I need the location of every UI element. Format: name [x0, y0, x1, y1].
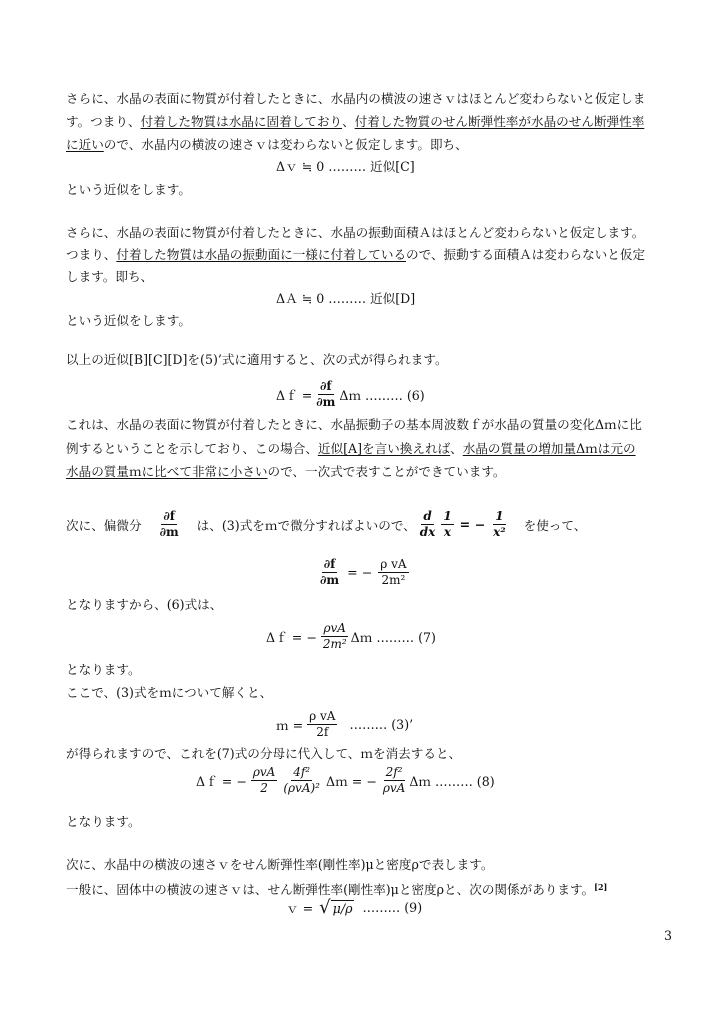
document-page [66, 0, 666, 1024]
eq9-rhs: ……… (9) [362, 900, 423, 915]
underlined-text: に近い [66, 137, 104, 152]
denominator: 2m² [381, 572, 406, 587]
p4-line-3: となります。 [66, 662, 141, 677]
text: ので、水晶内の横波の速さｖは変わらないと仮定します。即ち、 [103, 137, 468, 152]
text: ので、一次式で表すことができています。 [267, 464, 506, 479]
p4-line-2: となりますから、(6)式は、 [66, 597, 223, 612]
underlined-text: 付着した物質は水晶の振動面に一様に付着している [116, 247, 407, 262]
text: 次に、偏微分 [66, 517, 142, 533]
page-number: 3 [663, 928, 672, 943]
text: 一般に、固体中の横波の速さｖは、せん断弾性率(剛性率)μと密度ρと、次の関係があります。 [66, 882, 595, 897]
p1-line-1: さらに、水晶の表面に物質が付着したときに、水晶内の横波の速さｖはほとんど変わらないと仮定しま [66, 91, 646, 106]
denominator: 2m² [322, 636, 347, 651]
p3-line-2: これは、水晶の表面に物質が付着したときに、水晶振動子の基本周波数ｆが水晶の質量の変化Δｍに比 [66, 417, 642, 432]
numerator: ∂f [323, 557, 336, 571]
text: つまり、 [66, 247, 117, 262]
p5-line-2 [66, 878, 607, 899]
p2-line-3: します。即ち、 [66, 269, 154, 284]
eq8-rhs: Δｍ ……… (8) [409, 773, 495, 789]
numerator: ρ vA [309, 709, 336, 723]
p5-line-1: 次に、水晶中の横波の速さｖをせん断弾性率(剛性率)μと密度ρで表します。 [66, 857, 494, 872]
equation-partial-result [316, 558, 411, 586]
fraction [381, 766, 408, 794]
p3-line-4 [66, 463, 506, 481]
numerator: 2f² [385, 765, 403, 779]
underlined-text: 水晶の質量ｍに比べて非常に小さい [66, 464, 268, 479]
denominator: (ρvA)² [283, 780, 320, 795]
equation-8 [196, 766, 495, 794]
equation-approx-c: Δｖ ≒ 0 ……… 近似[C] [276, 159, 415, 174]
p4-line-1 [66, 510, 586, 538]
denominator: ρvA [382, 780, 406, 795]
equals-minus: = − [459, 516, 486, 532]
fraction [251, 766, 278, 794]
eq8-mid: Δｍ = − [326, 773, 377, 789]
equation-7 [266, 622, 436, 650]
p4-line-5: が得られますので、これを(7)式の分母に代入して、ｍを消去すると、 [66, 746, 462, 761]
text: 、 [450, 441, 463, 456]
denominator: ∂m [159, 524, 179, 539]
eq7-lhs: Δｆ = − [266, 629, 317, 645]
text: ので、振動する面積Ａは変わらないと仮定 [406, 247, 646, 262]
fraction [321, 622, 349, 650]
partial-fraction [314, 380, 337, 408]
fraction [307, 710, 337, 738]
numerator: ∂f [320, 379, 332, 393]
eq6-lhs: Δｆ = [276, 387, 313, 403]
underlined-text: 近似[A]を言い換えれば [317, 441, 451, 456]
eq7-rhs: Δｍ ……… (7) [350, 629, 436, 645]
text: は、(3)式をｍで微分すればよいので、 [196, 517, 416, 533]
radical-sign: √ [319, 896, 331, 918]
underlined-text: 付着した物質のせん断弾性率が水晶のせん断弾性率 [354, 114, 645, 129]
p2-line-2 [66, 246, 645, 264]
numerator: 1 [495, 509, 504, 523]
p1-line-4: という近似をします。 [66, 182, 191, 197]
eq8-lhs: Δｆ = − [196, 773, 247, 789]
underlined-text: 付着した物質は水晶に固着しており [140, 114, 343, 129]
p1-line-2 [66, 113, 644, 131]
numerator: ρvA [323, 621, 346, 635]
eq6-rhs: Δｍ ……… (6) [339, 387, 425, 403]
result-fraction [491, 510, 507, 538]
numerator: d [423, 509, 432, 523]
reference-marker: [2] [594, 882, 608, 892]
equation-6 [276, 380, 425, 408]
p2-line-4: という近似をします。 [66, 313, 191, 328]
text: を使って、 [523, 517, 587, 533]
numerator: ρ vA [380, 557, 407, 571]
reciprocal-fraction [441, 510, 453, 538]
denominator: 2 [260, 780, 268, 795]
radicand: μ/ρ [332, 900, 353, 916]
denominator: ∂m [320, 572, 340, 587]
fraction [281, 766, 322, 794]
equals-minus: = − [347, 564, 373, 580]
equation-3-prime [276, 710, 413, 738]
denominator: x [443, 524, 452, 539]
square-root [319, 896, 354, 918]
p2-line-1: さらに、水晶の表面に物質が付着したときに、水晶の振動面積Ａはほとんど変わらないと仮定します。 [66, 225, 645, 240]
p3-line-3 [66, 440, 636, 458]
numerator: ∂f [163, 509, 175, 523]
text: す。つまり、 [66, 114, 141, 129]
p4-line-6: となります。 [66, 814, 141, 829]
numerator: ρvA [252, 765, 276, 779]
p1-line-3 [66, 136, 468, 154]
equation-approx-d: ΔＡ ≒ 0 ……… 近似[D] [276, 291, 416, 306]
equation-9 [286, 898, 422, 917]
p4-line-4: ここで、(3)式をｍについて解くと、 [66, 685, 273, 700]
underlined-text: 水晶の質量の増加量Δｍは元の [462, 441, 636, 456]
text: 例するということを示しており、この場合、 [66, 441, 318, 456]
text: 、 [342, 114, 355, 129]
result-fraction [378, 558, 408, 586]
p3-line-1: 以上の近似[B][C][D]を(5)’式に適用すると、次の式が得られます。 [66, 352, 448, 367]
partial-fraction [318, 558, 341, 586]
eq3-rhs: ……… (3)’ [349, 716, 414, 732]
numerator: 1 [443, 509, 452, 523]
denominator: x² [493, 524, 506, 539]
denominator: dx [419, 524, 436, 539]
numerator: 4f² [293, 765, 311, 779]
denominator: ∂m [316, 394, 336, 409]
eq3-lhs: ｍ = [276, 717, 304, 733]
denominator: 2f [316, 724, 329, 739]
derivative-fraction [418, 510, 438, 538]
eq9-lhs: ｖ = [286, 901, 314, 916]
partial-fraction [158, 510, 181, 538]
